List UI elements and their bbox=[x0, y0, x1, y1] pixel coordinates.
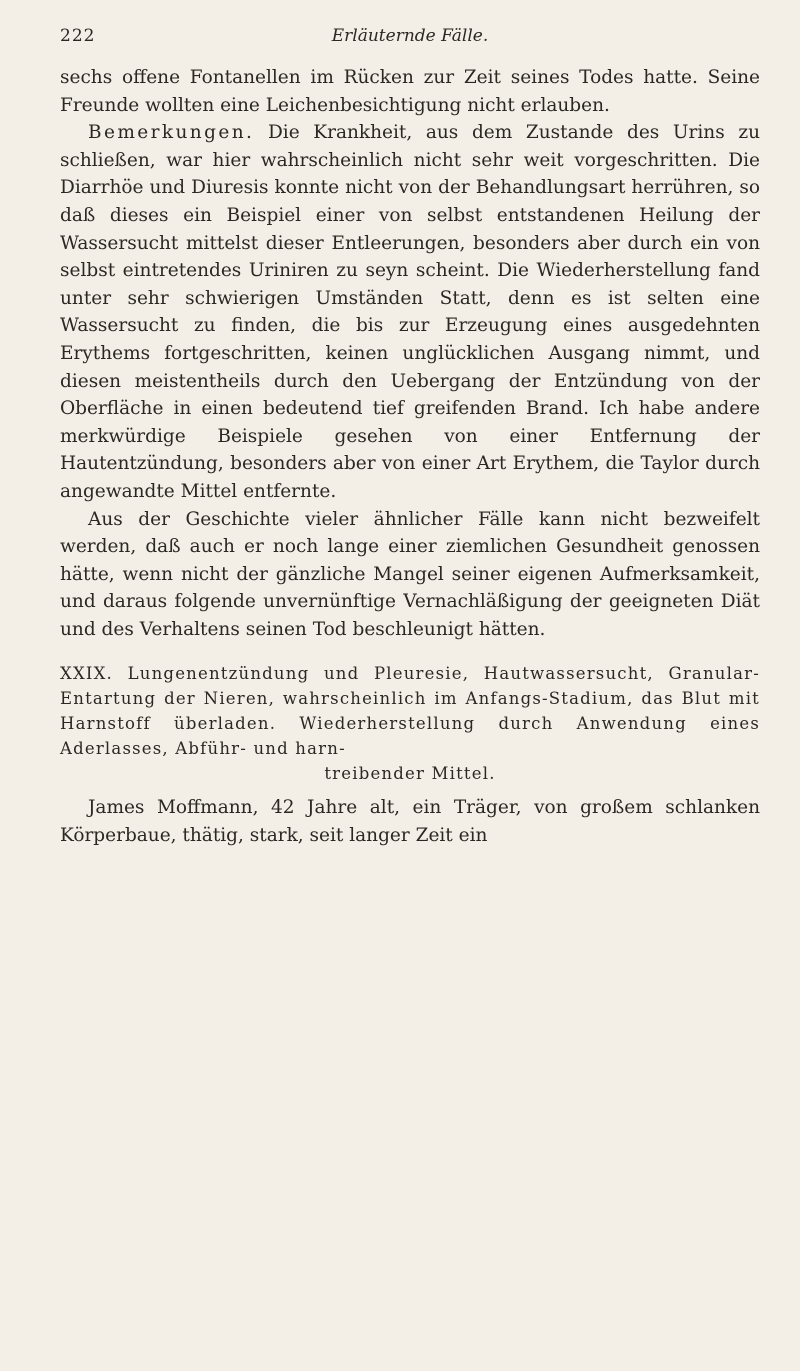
running-title: Erläuternde Fälle. bbox=[331, 26, 489, 46]
paragraph-1: sechs offene Fontanellen im Rücken zur Zeit seines Todes hatte. Seine Freunde wollten eine Leichenbesichtigung nicht erlauben. bbox=[60, 67, 760, 116]
page-number: 222 bbox=[60, 26, 96, 46]
section-heading-last-line: treibender Mittel. bbox=[324, 764, 496, 784]
section-heading-text: XXIX. Lungenentzündung und Pleuresie, Hautwassersucht, Granular-Entartung der Nieren, wahrscheinlich im Anfangs-Stadium, das Blut mit Harnstoff überladen. Wiederherstellung durch Anwendung eines Aderlasses, Abführ- und harn- bbox=[60, 664, 760, 759]
paragraph-3: Aus der Geschichte vieler ähnlicher Fälle kann nicht bezweifelt werden, daß auch er noch lange einer ziemlichen Gesundheit genossen hätte, wenn nicht der gänzliche Mangel seiner eigenen Aufmerksamkeit, und daraus folgende unvernünftige Vernachläßigung der geeigneten Diät und des Verhaltens seinen Tod beschleunigt hätten. bbox=[60, 508, 760, 640]
book-page bbox=[60, 26, 760, 850]
paragraph-2 bbox=[60, 119, 760, 505]
paragraph-2-text: Die Krankheit, aus dem Zustande des Urins zu schließen, war hier wahrscheinlich nicht sehr weit vorgeschritten. Die Diarrhöe und Diuresis konnte nicht von der Behandlungsart herrühren, so daß dieses ein Beispiel einer von selbst entstandenen Heilung der Wassersucht mittelst dieser Entleerungen, besonders aber durch ein von selbst eintretendes Uriniren zu seyn scheint. Die Wiederherstellung fand unter sehr schwierigen Umständen Statt, denn es ist selten eine Wassersucht zu finden, die bis zur Erzeugung eines ausgedehnten Erythems fortgeschritten, keinen unglücklichen Ausgang nimmt, und diesen meistentheils durch den Uebergang der Entzündung von der Oberfläche in einen bedeutend tief greifenden Brand. Ich habe andere merkwürdige Beispiele gesehen von einer Entfernung der Hautentzündung, besonders aber von einer Art Erythem, die Taylor durch angewandte Mittel entfernte. bbox=[60, 122, 760, 502]
remarks-label: Bemerkungen. bbox=[88, 122, 255, 144]
body-text bbox=[60, 64, 760, 643]
section-heading bbox=[60, 661, 760, 786]
page-header bbox=[60, 26, 760, 56]
case-text: James Moffmann, 42 Jahre alt, ein Träger, von großem schlanken Körperbaue, thätig, stark, seit langer Zeit ein bbox=[60, 797, 760, 847]
